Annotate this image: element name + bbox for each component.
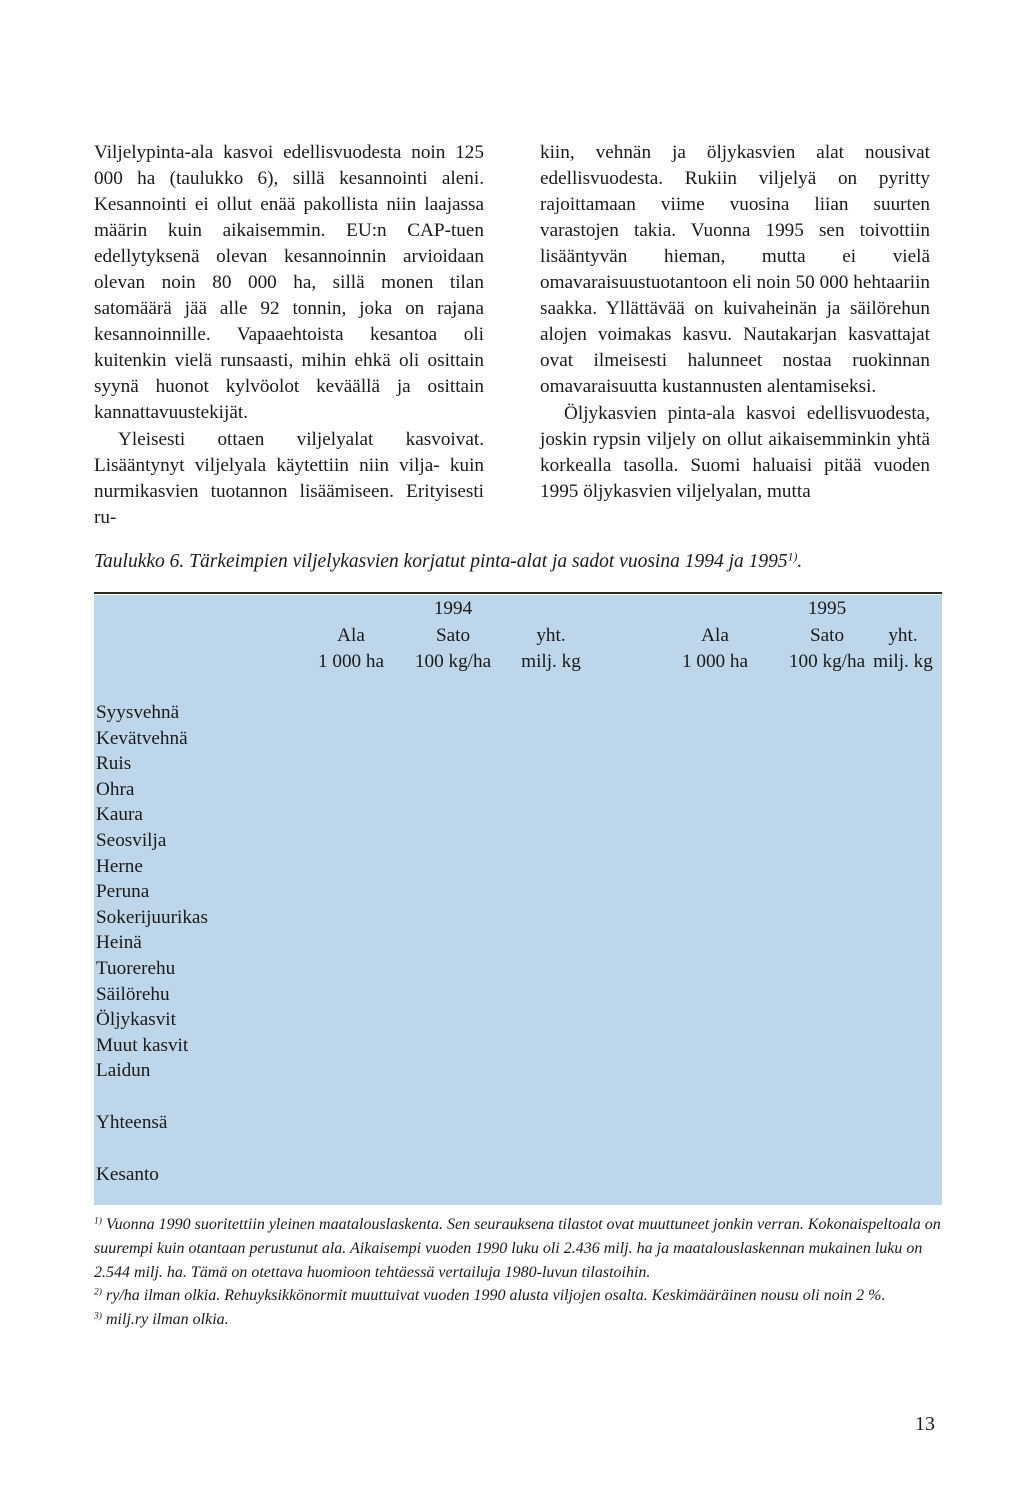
table-row-label: Kevätvehnä xyxy=(96,727,188,749)
table-row-label: Öljykasvit xyxy=(96,1009,176,1031)
table-column-unit: milj. kg xyxy=(521,651,581,672)
table-column-header: Sato xyxy=(809,625,845,646)
footnotes xyxy=(94,1213,944,1332)
caption-end: . xyxy=(797,551,803,572)
body-column-right xyxy=(540,140,930,505)
paragraph: Öljykasvien pinta-ala kasvoi edellisvuodesta, joskin rypsin viljely on ollut aikaisemminkin yhtä korkealla tasolla. Suomi haluaisi pitää vuoden 1995 öljykasvien viljelyalan, mutta xyxy=(540,403,930,502)
footnote-text: ry/ha ilman olkia. Rehuyksikkönormit muuttuivat vuoden 1990 alusta viljojen osalta. Keskimääräinen nousu oli noin 2 %. xyxy=(106,1287,886,1305)
table-column-unit: 100 kg/ha xyxy=(788,651,866,672)
footnote-text: milj.ry ilman olkia. xyxy=(106,1311,229,1329)
table-row-label: Muut kasvit xyxy=(96,1034,189,1056)
table-background xyxy=(94,595,942,1205)
page-number: 13 xyxy=(915,1413,935,1435)
footnote-mark: 1) xyxy=(94,1215,102,1227)
table-row-label: Tuorerehu xyxy=(96,958,176,979)
table-column-unit: 1 000 ha xyxy=(681,651,749,672)
caption-text: Taulukko 6. Tärkeimpien viljelykasvien korjatut pinta-alat ja sadot vuosina 1994 ja 1995 xyxy=(94,551,788,572)
table-column-header: Sato xyxy=(435,625,471,646)
table-top-rule xyxy=(94,592,942,594)
table-row-label: Heinä xyxy=(96,932,142,954)
body-column-left xyxy=(94,140,484,531)
footnote-mark: 3) xyxy=(94,1310,102,1322)
table-row-label: Peruna xyxy=(96,881,150,903)
table-row-label: Syysvehnä xyxy=(96,702,180,723)
table-column-unit: 1 000 ha xyxy=(317,651,385,672)
table-total-label: Yhteensä xyxy=(96,1112,168,1133)
table-row-label: Sokerijuurikas xyxy=(96,906,208,928)
paragraph: kiin, vehnän ja öljykasvien alat nousivat edellisvuodesta. Rukiin viljelyä on pyritty rajoittamaan viime vuosina liian suurten varastojen takia. Vuonna 1995 sen toivottiin lisääntyvän hieman, mutta ei vielä omavaraisuustuotantoon eli noin 50 000 hehtaariin saakka. Yllättävää on kuivaheinän ja säilörehun alojen voimakas kasvu. Nautakarjan kasvattajat ovat ilmeisesti halunneet nostaa ruokinnan omavaraisuutta kustannusten alentamiseksi. xyxy=(540,142,930,397)
footnote xyxy=(94,1308,944,1332)
table-row-label: Ruis xyxy=(96,753,132,775)
table-caption xyxy=(94,551,802,573)
table-row-label: Ohra xyxy=(96,778,135,800)
table-column-header: Ala xyxy=(337,625,365,646)
table-row-label: Säilörehu xyxy=(96,983,170,1005)
table-column-header: yht. xyxy=(536,625,566,646)
table-year-header: 1994 xyxy=(433,598,473,619)
table-column-unit: 100 kg/ha xyxy=(414,651,492,672)
table-year-header: 1995 xyxy=(807,598,847,619)
table-row-label: Seosvilja xyxy=(96,830,167,851)
footnote xyxy=(94,1213,944,1284)
footnote-text: Vuonna 1990 suoritettiin yleinen maatalouslaskenta. Sen seurauksena tilastot ovat muuttuneet jonkin verran. Kokonaispeltoala on suurempi kuin otantaan perustunut ala. Aikaisempi vuoden 1990 luku oli 2.436 milj. ha ja maatalouslaskennan mukainen luku on 2.544 milj. ha. Tämä on otettava huomioon tehtäessä vertailuja 1980-luvun tilastoihin. xyxy=(94,1216,941,1281)
table-fallow-label: Kesanto xyxy=(96,1164,159,1185)
table-column-header: Ala xyxy=(701,625,729,646)
footnote-mark: 2) xyxy=(94,1287,102,1299)
table-row-label: Kaura xyxy=(96,804,143,826)
footnote xyxy=(94,1284,944,1308)
paragraph: Yleisesti ottaen viljelyalat kasvoivat. Lisääntynyt viljelyala käytettiin niin vilja- kuin nurmikasvien tuotannon lisäämiseen. Erityisesti ru- xyxy=(94,429,484,528)
table-column-unit: milj. kg xyxy=(873,651,933,672)
table-row-label: Laidun xyxy=(96,1060,151,1082)
table-row-label: Herne xyxy=(96,855,143,877)
caption-footnote-mark: 1) xyxy=(787,550,798,564)
paragraph: Viljelypinta-ala kasvoi edellisvuodesta noin 125 000 ha (taulukko 6), sillä kesannointi aleni. Kesannointi ei ollut enää pakollista niin laajassa määrin kuin aikaisemmin. EU:n CAP-tuen edellytyksenä olevan kesannoinnin arvioidaan olevan noin 80 000 ha, sillä monen tilan satomäärä jää alle 92 tonnin, joka on rajana kesannoinnille. Vapaaehtoista kesantoa oli kuitenkin vielä runsaasti, mihin ehkä oli osittain syynä huonot kylvöolot keväällä ja osittain kannattavuustekijät. xyxy=(94,142,484,423)
table-column-header: yht. xyxy=(888,625,918,646)
